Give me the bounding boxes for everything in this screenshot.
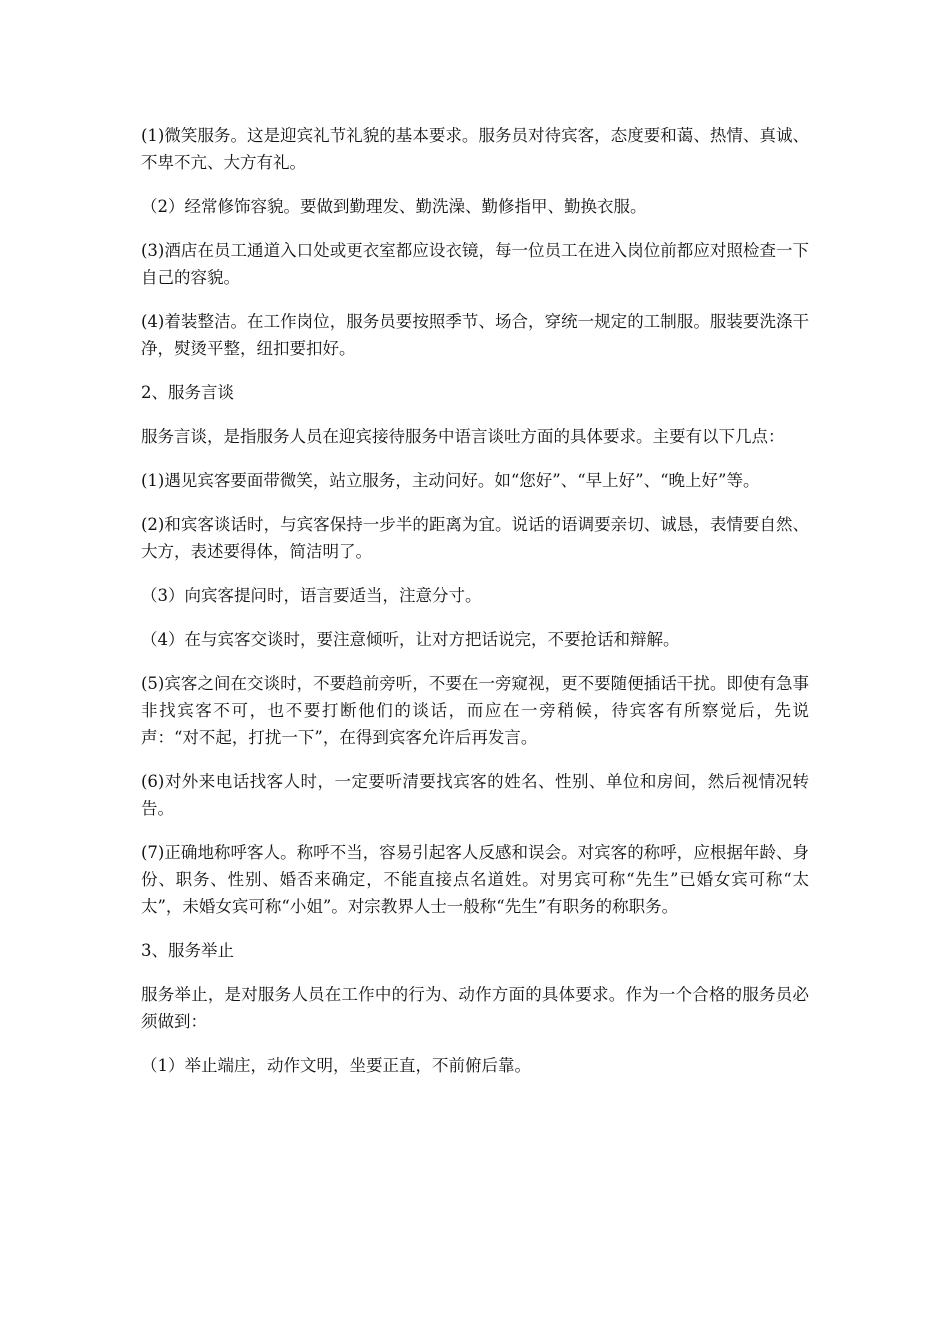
paragraph-addressing: (7)正确地称呼客人。称呼不当，容易引起客人反感和误会。对宾客的称呼，应根据年龄、身份、职务、性别、婚否来确定，不能直接点名道姓。对男宾可称“先生”已婚女宾可称“太太”，未婚女宾可称“小姐”。对宗教界人士一般称“先生”有职务的称职务。 (141, 843, 809, 916)
document-body (141, 122, 809, 1096)
paragraph-distance: (2)和宾客谈话时，与宾客保持一步半的距离为宜。说话的语调要亲切、诚恳，表情要自然、大方，表述要得体，简洁明了。 (141, 515, 809, 561)
paragraph-dress: (4)着装整洁。在工作岗位，服务员要按照季节、场合，穿统一规定的工制服。服装要洗涤干净，熨烫平整，纽扣要扣好。 (141, 312, 809, 358)
paragraph-greeting: (1)遇见宾客要面带微笑，站立服务，主动问好。如“您好”、“早上好”、“晚上好”等。 (141, 471, 760, 490)
paragraph-phone-calls: (6)对外来电话找客人时，一定要听清要找宾客的姓名、性别、单位和房间，然后视情况转告。 (141, 772, 809, 818)
paragraph-grooming: （2）经常修饰容貌。要做到勤理发、勤洗澡、勤修指甲、勤换衣服。 (141, 197, 647, 216)
paragraph-interrupting: (5)宾客之间在交谈时，不要趋前旁听，不要在一旁窥视，更不要随便插话干扰。即使有急事非找宾客不可，也不要打断他们的谈话，而应在一旁稍候，待宾客有所察觉后，先说声：“对不起，打扰一下”，在得到宾客允许后再发言。 (141, 674, 809, 747)
paragraph-listening: （4）在与宾客交谈时，要注意倾听，让对方把话说完，不要抢话和辩解。 (141, 630, 680, 649)
paragraph-posture: （1）举止端庄，动作文明，坐要正直，不前俯后靠。 (141, 1056, 531, 1075)
section-heading-behavior: 3、服务举止 (141, 941, 234, 960)
section-heading-speech: 2、服务言谈 (141, 383, 234, 402)
paragraph-smile-service: (1)微笑服务。这是迎宾礼节礼貌的基本要求。服务员对待宾客，态度要和蔼、热情、真诚、不卑不亢、大方有礼。 (141, 126, 809, 172)
paragraph-mirror: (3)酒店在员工通道入口处或更衣室都应设衣镜，每一位员工在进入岗位前都应对照检查一下自己的容貌。 (141, 241, 809, 287)
paragraph-behavior-intro: 服务举止，是对服务人员在工作中的行为、动作方面的具体要求。作为一个合格的服务员必须做到： (141, 985, 809, 1031)
paragraph-speech-intro: 服务言谈，是指服务人员在迎宾接待服务中语言谈吐方面的具体要求。主要有以下几点： (141, 427, 785, 446)
paragraph-questions: （3）向宾客提问时，语言要适当，注意分寸。 (141, 586, 482, 605)
